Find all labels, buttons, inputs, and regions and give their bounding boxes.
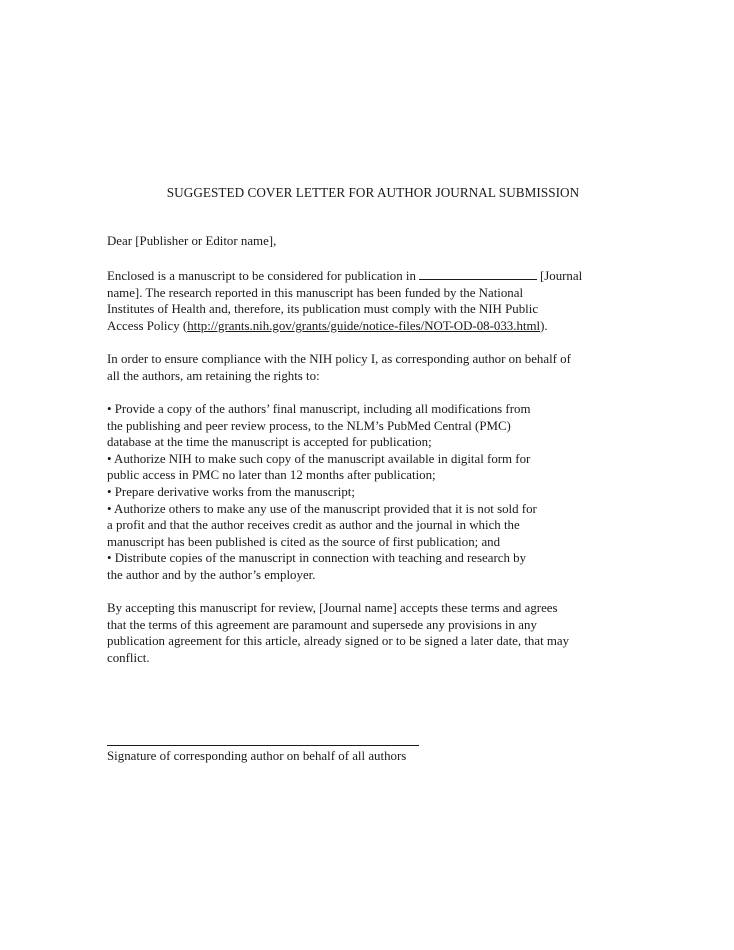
- compliance-line-1: In order to ensure compliance with the NIH policy I, as corresponding author on behalf of: [107, 352, 571, 366]
- acceptance-paragraph: [107, 600, 569, 666]
- rights-list-line: • Authorize NIH to make such copy of the manuscript available in digital form for: [107, 451, 531, 466]
- rights-list-line: • Provide a copy of the authors’ final manuscript, including all modifications from: [107, 402, 531, 416]
- journal-name-blank: [419, 268, 537, 280]
- compliance-paragraph: [107, 351, 571, 384]
- rights-list-line: • Distribute copies of the manuscript in connection with teaching and research by: [107, 551, 527, 566]
- rights-list-line: • Authorize others to make any use of the manuscript provided that it is not sold for: [107, 501, 537, 516]
- rights-list-line: manuscript has been published is cited as the source of first publication; and: [107, 534, 501, 549]
- acceptance-line-2: that the terms of this agreement are paramount and supersede any provisions in any: [107, 617, 537, 632]
- rights-list-line: a profit and that the author receives credit as author and the journal in which the: [107, 518, 520, 533]
- intro-line-1-start: Enclosed is a manuscript to be considered for publication in: [107, 269, 416, 283]
- document-title: SUGGESTED COVER LETTER FOR AUTHOR JOURNAL SUBMISSION: [166, 185, 580, 200]
- intro-line-1-end: [Journal: [539, 269, 583, 283]
- salutation: [107, 233, 276, 250]
- salutation-text: Dear [Publisher or Editor name],: [107, 234, 277, 248]
- signature-line[interactable]: [107, 745, 419, 746]
- acceptance-line-3: publication agreement for this article, already signed or to be signed a later date, that may: [107, 634, 570, 649]
- intro-line-3: Institutes of Health and, therefore, its publication must comply with the NIH Public: [107, 302, 539, 317]
- signature-label: Signature of corresponding author on behalf of all authors: [107, 749, 407, 763]
- rights-list-line: public access in PMC no later than 12 months after publication;: [107, 468, 436, 483]
- rights-list: [107, 401, 537, 584]
- intro-line-4-end: ).: [540, 318, 548, 333]
- intro-line-1: [107, 268, 582, 285]
- compliance-line-2: all the authors, am retaining the rights to:: [107, 368, 320, 383]
- rights-list-line: the author and by the author’s employer.: [107, 567, 316, 582]
- acceptance-line-4: conflict.: [107, 650, 150, 665]
- nih-policy-link[interactable]: http://grants.nih.gov/grants/guide/notice-files/NOT-OD-08-033.html: [187, 318, 541, 333]
- intro-line-4-start: Access Policy (: [107, 318, 188, 333]
- rights-list-line: the publishing and peer review process, to the NLM’s PubMed Central (PMC): [107, 418, 511, 433]
- acceptance-line-1: By accepting this manuscript for review, [Journal name] accepts these terms and agrees: [107, 601, 558, 615]
- rights-list-line: • Prepare derivative works from the manuscript;: [107, 484, 355, 499]
- intro-line-2: name]. The research reported in this manuscript has been funded by the National: [107, 285, 524, 300]
- rights-list-line: database at the time the manuscript is accepted for publication;: [107, 435, 432, 450]
- intro-line-4: [107, 318, 582, 335]
- intro-paragraph: [107, 268, 582, 334]
